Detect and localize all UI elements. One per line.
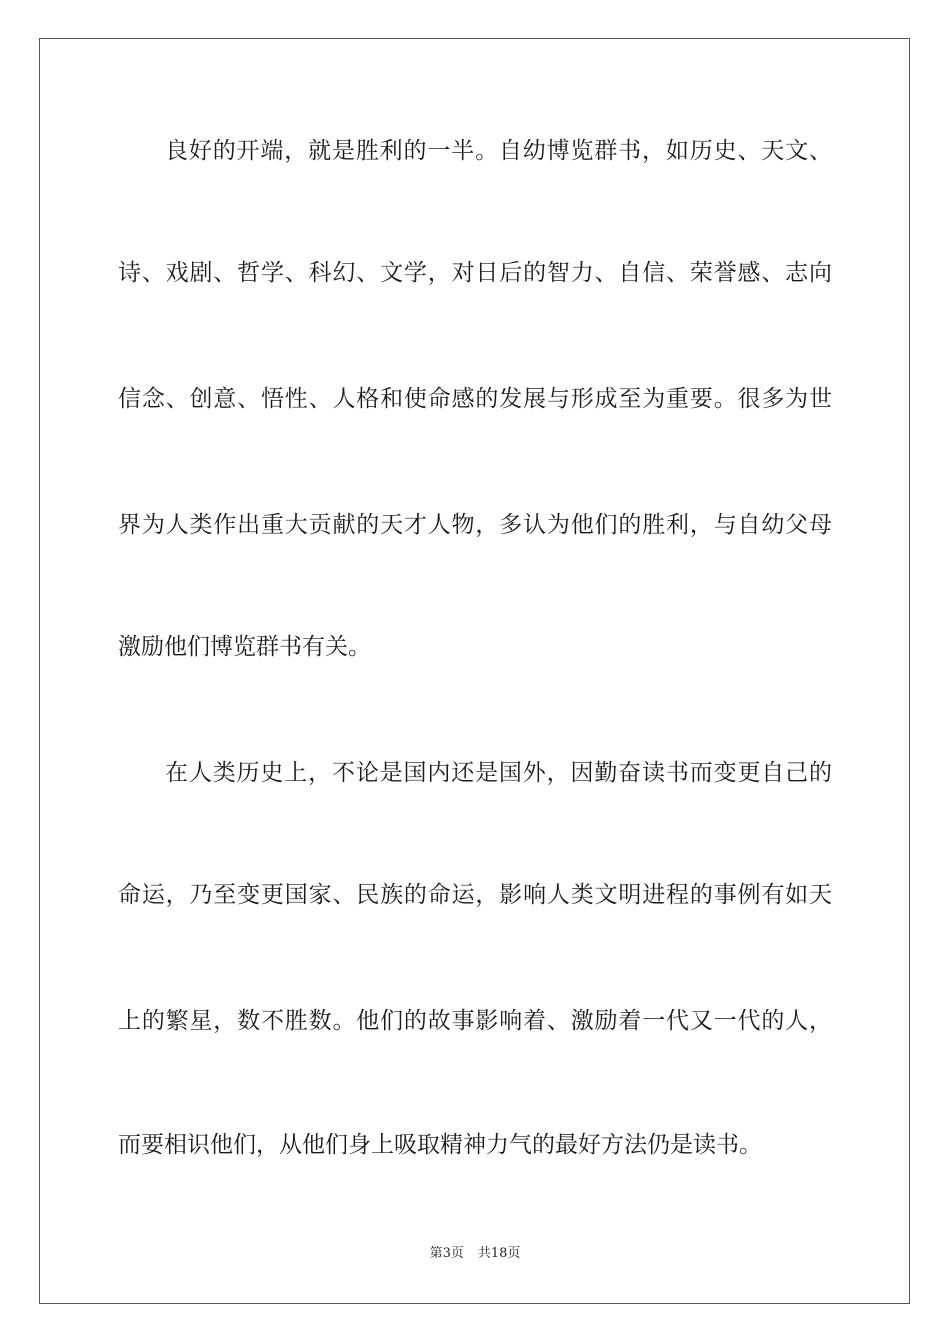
page-footer (0, 1245, 950, 1263)
text-line: 激励他们博览群书有关。 (118, 634, 371, 660)
text-line: 上的繁星，数不胜数。他们的故事影响着、激励着一代又一代的人， (118, 1008, 832, 1034)
text-line: 而要相识他们，从他们身上吸取精神力气的最好方法仍是读书。 (118, 1132, 762, 1158)
text-line: 良好的开端，就是胜利的一半。自幼博览群书，如历史、天文、 (165, 138, 832, 164)
text-line: 命运，乃至变更国家、民族的命运，影响人类文明进程的事例有如天 (118, 882, 832, 908)
text-line: 界为人类作出重大贡献的天才人物，多认为他们的胜利，与自幼父母 (118, 512, 832, 538)
page-border (39, 38, 910, 1304)
text-line: 信念、创意、悟性、人格和使命感的发展与形成至为重要。很多为世 (118, 386, 832, 412)
page-number: 第3页 (429, 1246, 464, 1261)
text-line: 在人类历史上，不论是国内还是国外，因勤奋读书而变更自己的 (165, 760, 832, 786)
text-line: 诗、戏剧、哲学、科幻、文学，对日后的智力、自信、荣誉感、志向 (118, 260, 832, 286)
page-total: 共18页 (477, 1246, 521, 1261)
